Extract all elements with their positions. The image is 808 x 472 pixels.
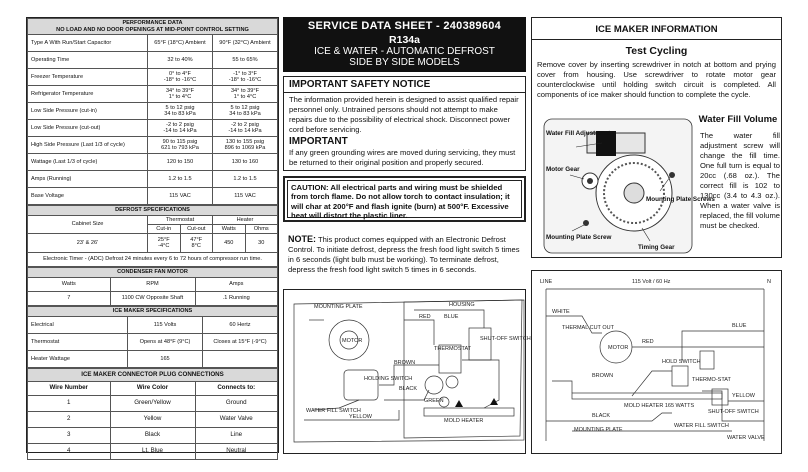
performance-row	[28, 171, 278, 188]
diag1-label: GREEN	[424, 398, 444, 404]
performance-value-90f: -1° to 3°F -18° to -16°C	[213, 69, 278, 86]
heater-header: Heater	[213, 216, 278, 225]
wire-number: 2	[28, 412, 111, 428]
ohms-header: Ohms	[245, 225, 278, 234]
performance-label: Base Voltage	[28, 188, 148, 205]
icemaker-schematic	[531, 270, 782, 454]
schematic-svg	[532, 271, 783, 455]
spec-value: 165	[128, 351, 203, 368]
plug-header: Wire Color	[110, 382, 195, 396]
diag2-label: N	[767, 279, 771, 285]
icemaker-info-title: ICE MAKER INFORMATION	[532, 18, 781, 40]
diag1-label: HOUSING	[449, 302, 475, 308]
performance-label: Refrigerator Temperature	[28, 86, 148, 103]
performance-row	[28, 35, 278, 52]
performance-row	[28, 188, 278, 205]
sheet-title: SERVICE DATA SHEET - 240389604	[307, 20, 502, 32]
diag2-label: THERMO-STAT	[692, 377, 731, 383]
wire-color: Black	[110, 428, 195, 444]
icemaker-spec-table	[27, 306, 278, 368]
wire-number: 3	[28, 428, 111, 444]
diag2-label: LINE	[540, 279, 553, 285]
diag2-label: WATER FILL SWITCH	[674, 423, 729, 429]
refrigerant-label: R134a	[389, 34, 420, 46]
diag1-label: MOUNTING PLATE	[314, 304, 363, 310]
plug-header: Connects to:	[195, 382, 278, 396]
performance-value-90f: 34° to 39°F 1° to 4°C	[213, 86, 278, 103]
performance-row	[28, 154, 278, 171]
diag2-label: MOUNTING PLATE	[574, 427, 623, 433]
icemaker-spec-row	[28, 334, 278, 351]
cut-in-value: 25°F -4°C	[148, 234, 181, 253]
diag2-label: 115 Volt / 60 Hz	[632, 279, 671, 285]
plug-table	[27, 368, 278, 460]
plug-row	[28, 444, 278, 460]
wire-color: Lt. Blue	[110, 444, 195, 460]
performance-label: High Side Pressure (Last 1/3 of cycle)	[28, 137, 148, 154]
performance-value-90f: 130 to 155 psig 896 to 1069 kPa	[213, 137, 278, 154]
safety-title: IMPORTANT SAFETY NOTICE	[284, 77, 525, 93]
diag2-label: HOLD SWITCH	[662, 359, 701, 365]
diag1-label: SHUT-OFF SWITCH	[480, 336, 531, 342]
spec-value: 115 Volts	[128, 317, 203, 334]
fig-label-plate-screws: Mounting Plate Screws	[646, 196, 715, 203]
diag2-label: THERMAL CUT OUT	[562, 325, 614, 331]
safety-notice	[283, 76, 526, 171]
defrost-note-block	[283, 231, 526, 281]
thermostat-header: Thermostat	[148, 216, 213, 225]
water-fill-title: Water Fill Volume	[698, 114, 778, 125]
icemaker-figure	[542, 113, 715, 256]
diag2-label: MOTOR	[608, 345, 629, 351]
performance-value-65f: 32 to 40%	[148, 52, 213, 69]
model-type: ICE & WATER - AUTOMATIC DEFROST	[314, 46, 495, 57]
fig-label-fill-adjust: Water Fill Adjustment	[546, 130, 611, 137]
diag1-label: BROWN	[394, 360, 416, 366]
performance-table	[27, 18, 278, 205]
diag1-label: YELLOW	[349, 414, 372, 420]
performance-value-65f: 34° to 39°F 1° to 4°C	[148, 86, 213, 103]
wire-color: Green/Yellow	[110, 396, 195, 412]
spec-label: Thermostat	[28, 334, 128, 351]
connects-to: Water Valve	[195, 412, 278, 428]
spec-label: Heater Wattage	[28, 351, 128, 368]
icemaker-spec-title: ICE MAKER SPECIFICATIONS	[28, 307, 278, 317]
note-text: This product comes equipped with an Electronic Defrost Control. To initiate defrost, depress the fresh food light switch 5 times in 6 seconds (light bulb must be working). To terminate defrost, depress the fresh food light switch 5 times in 6 seconds.	[288, 235, 520, 274]
plug-row	[28, 412, 278, 428]
performance-value-65f: 90 to 115 psig 621 to 793 kPa	[148, 137, 213, 154]
safety-text: The information provided herein is designed to assist qualified repair personnel only. Untrained persons should not attempt to make repairs due to the possibility of electrical shock. Disconnect power cord before servicing.	[289, 95, 519, 134]
important-text: If any green grounding wires are moved during servicing, they must be returned to their original position and properly secured.	[289, 148, 516, 167]
diag2-label: WATER VALVE	[727, 435, 765, 441]
diag2-label: BLACK	[592, 413, 611, 419]
performance-row	[28, 103, 278, 120]
watts-value: 450	[213, 234, 246, 253]
icemaker-info-panel	[531, 17, 782, 258]
test-cycling-text: Remove cover by inserting screwdriver in notch at bottom and prying cover from housing. Use screwdriver to rotate motor gear counterclockwise until holding switch circuit is completed. All components of ice maker should function to complete the cycle.	[537, 60, 776, 99]
cut-out-value: 47°F 8°C	[180, 234, 213, 253]
diag1-label: THERMOSTAT	[434, 346, 472, 352]
wire-number: 4	[28, 444, 111, 460]
fan-header: Amps	[195, 278, 278, 292]
fig-label-motor-gear: Motor Gear	[546, 166, 580, 173]
spec-value	[203, 351, 278, 368]
spec-value: Closes at 15°F (-9°C)	[203, 334, 278, 351]
fig-label-plate-screw: Mounting Plate Screw	[546, 234, 612, 241]
performance-row	[28, 137, 278, 154]
fan-value: 7	[28, 292, 111, 306]
performance-value-90f: 1.2 to 1.5	[213, 171, 278, 188]
service-sheet-header	[283, 17, 526, 72]
fig-label-timing-gear: Timing Gear	[638, 244, 675, 251]
diag2-label: BLUE	[732, 323, 747, 329]
water-fill-text: The water fill adjustment screw will change the fill time. One full turn is equal to 20cc (.68 oz.). The correct fill is 102 to 130cc (3.4 to 4.3 oz.). When a water valve is replaced, the fill volume must be checked.	[700, 131, 780, 230]
diag2-label: RED	[642, 339, 654, 345]
connects-to: Neutral	[195, 444, 278, 460]
performance-value-65f: 65°F (18°C) Ambient	[148, 35, 213, 52]
fan-table	[27, 267, 278, 306]
performance-row	[28, 52, 278, 69]
wiring-pictorial-svg	[284, 290, 531, 455]
performance-label: Freezer Temperature	[28, 69, 148, 86]
connects-to: Ground	[195, 396, 278, 412]
performance-value-65f: 115 VAC	[148, 188, 213, 205]
performance-label: Amps (Running)	[28, 171, 148, 188]
cabinet-size-value: 23' & 26'	[28, 234, 148, 253]
wire-number: 1	[28, 396, 111, 412]
wire-color: Yellow	[110, 412, 195, 428]
caution-box	[283, 176, 526, 222]
defrost-note: Electronic Timer - (ADC) Defrost 24 minutes every 6 to 72 hours of compressor run time.	[28, 253, 278, 267]
note-label: NOTE:	[288, 234, 316, 244]
spec-value: Opens at 48°F (9°C)	[128, 334, 203, 351]
spec-label: Electrical	[28, 317, 128, 334]
diag2-label: MOLD HEATER 165 WATTS	[624, 403, 695, 409]
performance-value-90f: 90°F (32°C) Ambient	[213, 35, 278, 52]
test-cycling-title: Test Cycling	[625, 45, 688, 57]
fan-value: 1100 CW Opposite Shaft	[110, 292, 195, 306]
performance-row	[28, 86, 278, 103]
icemaker-spec-row	[28, 351, 278, 368]
performance-value-90f: 130 to 160	[213, 154, 278, 171]
performance-label: Type A With Run/Start Capacitor	[28, 35, 148, 52]
plug-row	[28, 396, 278, 412]
diag2-label: WHITE	[552, 309, 570, 315]
cut-out-header: Cut-out	[180, 225, 213, 234]
diag2-label: BROWN	[592, 373, 614, 379]
fan-value: .1 Running	[195, 292, 278, 306]
performance-value-90f: 55 to 65%	[213, 52, 278, 69]
defrost-title: DEFROST SPECIFICATIONS	[28, 206, 278, 216]
caution-text: CAUTION: All electrical parts and wiring must be shielded from torch flame. Do not allow torch to contact insulation; it will char at 200°F and flash ignite (burn) at 500°F. Excessive heat will distort the plastic liner.	[287, 180, 522, 218]
diag1-label: RED	[419, 314, 431, 320]
performance-value-65f: 0° to 4°F -18° to -16°C	[148, 69, 213, 86]
diag2-label: YELLOW	[732, 393, 755, 399]
performance-value-65f: 1.2 to 1.5	[148, 171, 213, 188]
performance-value-65f: 5 to 12 psig 34 to 83 kPa	[148, 103, 213, 120]
performance-value-90f: 115 VAC	[213, 188, 278, 205]
performance-row	[28, 69, 278, 86]
icemaker-wiring-pictorial	[283, 289, 531, 454]
performance-row	[28, 120, 278, 137]
diag1-label: MOLD HEATER	[444, 418, 484, 424]
diag1-label: MOTOR	[342, 338, 363, 344]
cut-in-header: Cut-in	[148, 225, 181, 234]
diag1-label: WATER FILL SWITCH	[306, 408, 361, 414]
watts-header: Watts	[213, 225, 246, 234]
performance-value-65f: -2 to 2 psig -14 to 14 kPa	[148, 120, 213, 137]
defrost-table	[27, 205, 278, 267]
diag1-label: HOLDING SWITCH	[364, 376, 413, 382]
performance-value-90f: -2 to 2 psig -14 to 14 kPa	[213, 120, 278, 137]
important-title: IMPORTANT	[289, 136, 348, 147]
performance-value-65f: 120 to 150	[148, 154, 213, 171]
plug-title: ICE MAKER CONNECTOR PLUG CONNECTIONS	[28, 369, 278, 382]
specifications-panel	[26, 17, 279, 453]
icemaker-spec-row	[28, 317, 278, 334]
plug-row	[28, 428, 278, 444]
performance-title: PERFORMANCE DATA NO LOAD AND NO DOOR OPENINGS AT MID-POINT CONTROL SETTING	[28, 19, 278, 35]
model-style: SIDE BY SIDE MODELS	[349, 57, 460, 68]
fan-title: CONDENSER FAN MOTOR	[28, 268, 278, 278]
ohms-value: 30	[245, 234, 278, 253]
spec-value: 60 Hertz	[203, 317, 278, 334]
performance-label: Low Side Pressure (cut-out)	[28, 120, 148, 137]
performance-label: Wattage (Last 1/3 of cycle)	[28, 154, 148, 171]
performance-label: Operating Time	[28, 52, 148, 69]
performance-label: Low Side Pressure (cut-in)	[28, 103, 148, 120]
connects-to: Line	[195, 428, 278, 444]
diag1-label: BLUE	[444, 314, 459, 320]
diag2-label: SHUT-OFF SWITCH	[708, 409, 759, 415]
plug-header: Wire Number	[28, 382, 111, 396]
fan-header: Watts	[28, 278, 111, 292]
performance-value-90f: 5 to 12 psig 34 to 83 kPa	[213, 103, 278, 120]
fan-header: RPM	[110, 278, 195, 292]
diag1-label: BLACK	[399, 386, 418, 392]
cabinet-size-header: Cabinet Size	[28, 216, 148, 234]
